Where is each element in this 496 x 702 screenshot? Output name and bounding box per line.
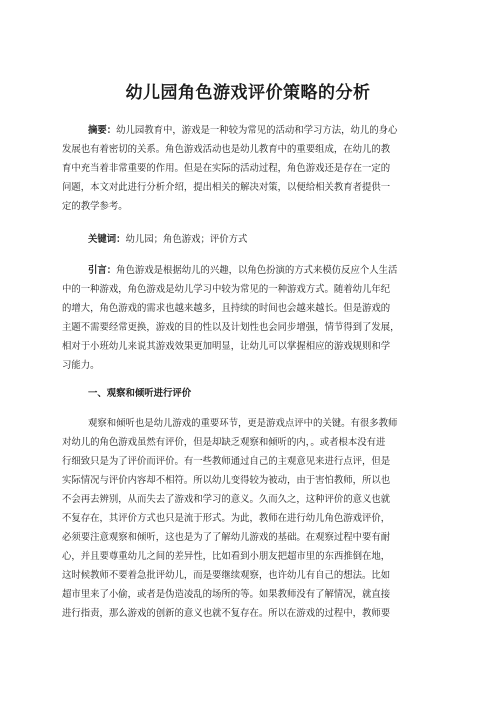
intro-line: 的增大，角色游戏的需求也越来越多，且持续的时间也会越来越长。但是游戏的 — [62, 303, 391, 314]
intro-paragraph — [62, 261, 438, 375]
section-line: 必须要注意观察和倾听，这也是为了了解幼儿游戏的基础。在观察过程中要有耐 — [62, 532, 391, 543]
keywords-text: 幼儿园；角色游戏；评价方式 — [125, 234, 248, 245]
section-line: 对幼儿的角色游戏虽然有评价，但是却缺乏观察和倾听的内，。或者根本没有进 — [62, 437, 386, 448]
keywords-line — [62, 230, 438, 249]
section-line: 超市里来了小偷，或者是伪造凌乱的场所的等。如果教师没有了解情况，就直接 — [62, 589, 391, 600]
keywords-label: 关键词： — [88, 234, 126, 245]
section-paragraph — [62, 414, 438, 623]
keywords-paragraph — [62, 230, 438, 249]
intro-text: 角色游戏是根据幼儿的兴趣，以角色扮演的方式来模仿反应个人生活 — [116, 265, 398, 276]
abstract-line: 发展也有着密切的关系。角色游戏活动也是幼儿教育中的重要组成，在幼儿的教 — [62, 144, 391, 155]
intro-label: 引言： — [88, 265, 117, 276]
abstract-text: 幼儿园教育中，游戏是一种较为常见的活动和学习方法，幼儿的身心 — [116, 125, 398, 136]
section-line: 观察和倾听也是幼儿游戏的重要环节，更是游戏点评中的关键。有很多教师 — [88, 418, 398, 429]
intro-line — [62, 261, 438, 280]
section-line: 进行指责，那么游戏的创新的意义也就不复存在。所以在游戏的过程中，教师要 — [62, 608, 391, 619]
abstract-label: 摘要： — [88, 125, 117, 136]
abstract-paragraph — [62, 121, 438, 216]
section-line: 这时候教师不要着急批评幼儿，而是要继续观察，也许幼儿有自己的想法。比如 — [62, 570, 391, 581]
section-line: 实际情况与评价内容却不相符。所以幼儿变得较为被动，由于害怕教师，所以也 — [62, 475, 391, 486]
section-line: 行细致只是为了评价而评价。有一些教师通过自己的主观意见来进行点评，但是 — [62, 456, 391, 467]
document-title: 幼儿园角色游戏评价策略的分析 — [125, 83, 371, 103]
abstract-line: 育中充当着非常重要的作用。但是在实际的活动过程，角色游戏还是存在一定的 — [62, 163, 391, 174]
section-line: 不会再去辨别，从而失去了游戏和学习的意义。久而久之，这种评价的意义也就 — [62, 494, 391, 505]
abstract-line: 问题，本文对此进行分析介绍，提出相关的解决对策，以便给相关教育者提供一 — [62, 182, 391, 193]
section-line: 心，并且要尊重幼儿之间的差异性，比如看到小朋友把超市里的东西推倒在地， — [62, 551, 391, 562]
section-heading: 一、观察和倾听进行评价 — [88, 388, 192, 399]
intro-line: 相对于小班幼儿来说其游戏效果更加明显，让幼儿可以掌握相应的游戏规则和学 — [62, 341, 391, 352]
intro-line: 中的一种游戏，角色游戏是幼儿学习中较为常见的一种游戏方式。随着幼儿年纪 — [62, 284, 391, 295]
intro-line: 主题不需要经常更换，游戏的目的性以及计划性也会同步增强，情节得到了发展， — [62, 322, 400, 333]
abstract-line: 定的教学参考。 — [62, 201, 128, 212]
intro-line: 习能力。 — [62, 360, 100, 371]
abstract-line — [62, 121, 438, 140]
section-line: 不复存在，其评价方式也只是流于形式。为此，教师在进行幼儿角色游戏评价， — [62, 513, 391, 524]
